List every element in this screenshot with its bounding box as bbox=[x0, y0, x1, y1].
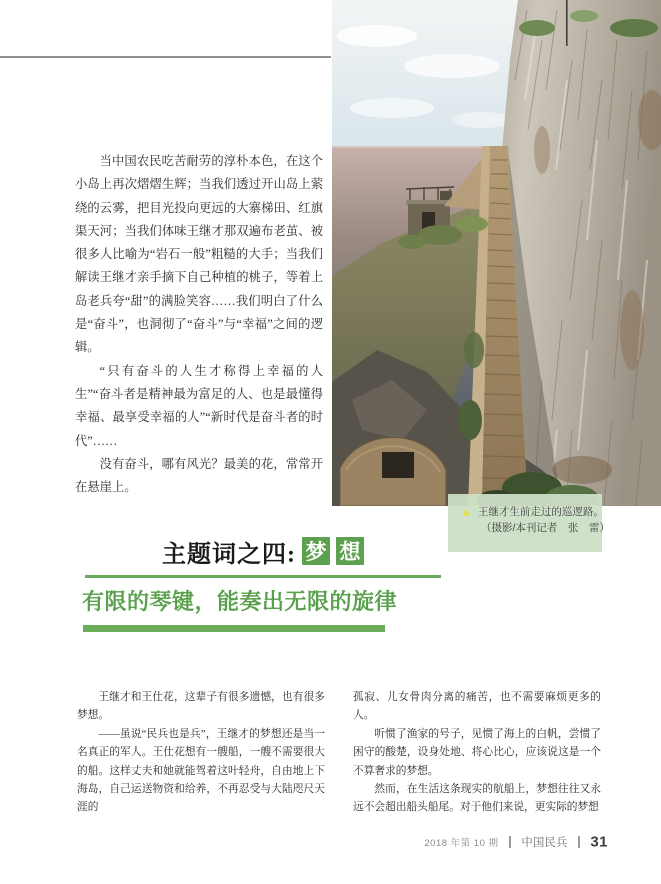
footer-page-number: 31 bbox=[590, 833, 608, 851]
section-title: 有限的琴键，能奏出无限的旋律 bbox=[82, 589, 398, 614]
kicker-boxed-char-2: 想 bbox=[336, 537, 364, 565]
photo-caption-line1 bbox=[462, 504, 604, 520]
heading-thick-bar bbox=[83, 625, 385, 632]
paragraph: “只有奋斗的人生才称得上幸福的人生”“奋斗者是精神最为富足的人、也是最懂得幸福、最享受幸福的人”“新时代是奋斗者的时代”…… bbox=[75, 363, 323, 448]
paragraph: ——虽说“民兵也是兵”，王继才的梦想还是当一名真正的军人。王仕花想有一艘船，一艘不需要很大的船。这样丈夫和她就能驾着这叶轻舟，自由地上下海岛，自己运送物资和给养，不再忍受与大陆咫尺天涯的 bbox=[77, 727, 325, 814]
photo-caption-credit: （摄影/本刊记者 张 雷） bbox=[481, 522, 610, 534]
page-footer bbox=[0, 833, 608, 851]
paragraph: 没有奋斗，哪有风光？最美的花，常常开在悬崖上。 bbox=[75, 456, 323, 495]
footer-separator bbox=[509, 836, 511, 848]
footer-separator bbox=[578, 836, 580, 848]
cliff-photo-illustration bbox=[332, 0, 661, 506]
patrol-path-photo bbox=[332, 0, 661, 506]
section-kicker bbox=[85, 535, 441, 567]
heading-thin-rule bbox=[85, 575, 441, 578]
paragraph-continuation: 孤寂、儿女骨肉分离的痛苦，也不需要麻烦更多的人。 bbox=[353, 691, 601, 722]
article-bottom-left-column bbox=[77, 688, 325, 817]
paragraph: 然而，在生活这条现实的航船上，梦想往往又永远不会超出船头船尾。对于他们来说，更实际的梦想 bbox=[353, 783, 601, 814]
paragraph: 当中国农民吃苦耐劳的淳朴本色，在这个小岛上再次熠熠生辉；当我们透过开山岛上萦绕的云雾，把目光投向更远的大寨梯田、红旗渠天河；当我们体味王继才那双遍布老茧、被很多人比喻为“岩石一般”粗糙的大手；当我们解读王继才亲手摘下自己种植的桃子，等着上岛老兵夸“甜”的满脸笑容……我们明白了什么是“奋斗”，也洞彻了“奋斗”与“幸福”之间的逻辑。 bbox=[75, 154, 323, 355]
article-bottom-right-column bbox=[353, 688, 601, 817]
paragraph: 王继才和王仕花，这辈子有很多遗憾，也有很多梦想。 bbox=[77, 691, 325, 722]
kicker-boxed-char-1: 梦 bbox=[302, 537, 330, 565]
photo-caption-text: 王继才生前走过的巡逻路。 bbox=[477, 506, 604, 518]
top-divider-rule bbox=[0, 56, 331, 58]
caption-triangle-icon: ▲ bbox=[462, 506, 471, 517]
paragraph: 听惯了渔家的号子，见惯了海上的白帆，尝惯了困守的酸楚，设身处地、将心比心，应该说这是一个不算奢求的梦想。 bbox=[353, 727, 601, 777]
photo-caption bbox=[448, 494, 610, 552]
article-top-column bbox=[75, 150, 323, 499]
footer-magazine-name: 中国民兵 bbox=[521, 836, 568, 849]
kicker-label: 主题词之四: bbox=[162, 541, 296, 568]
footer-issue: 2018 年第 10 期 bbox=[424, 837, 499, 849]
